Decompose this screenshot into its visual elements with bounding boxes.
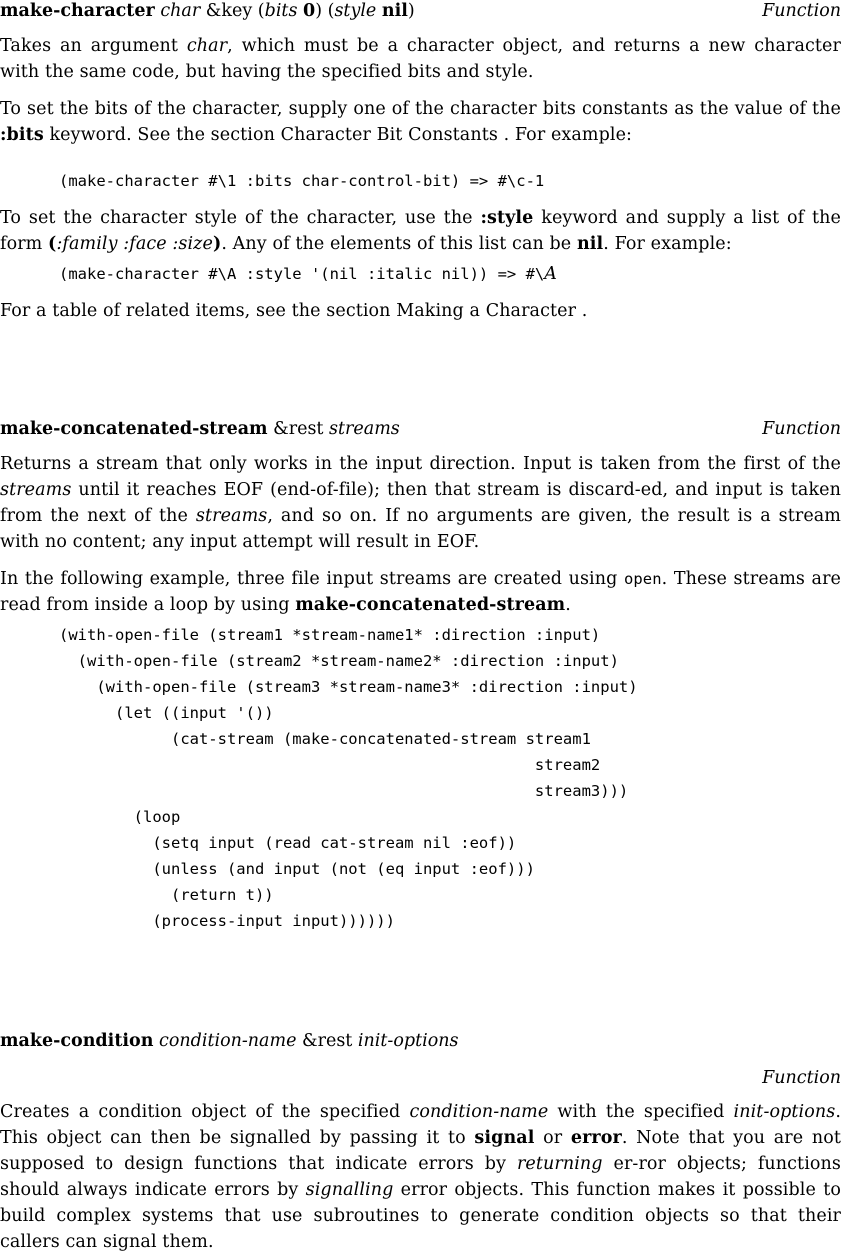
signature-make-character: make-character char &key (bits 0) (style nil) Function (0, 1, 841, 21)
function-name: make-character (0, 1, 155, 21)
entry-make-condition (0, 1030, 841, 1255)
default-bits: 0 (303, 1, 316, 21)
arg-init-options: init-options (357, 1031, 459, 1051)
code-example: (make-character #\A :style '(nil :italic nil)) => #\A (59, 264, 557, 284)
paragraph: Returns a stream that only works in the input direction. Input is taken from the first of the streams until it reaches EOF (end-of-file); then that stream is discard-ed, and input is taken from the next of the streams, and so on. If no arguments are given, the result is a stream with no content; any input attempt will result in EOF. (0, 454, 841, 552)
arg-style: style (334, 1, 377, 21)
default-style: nil (381, 1, 408, 21)
entry-kind: Function (762, 1068, 841, 1088)
paragraph: Creates a condition object of the specified condition-name with the specified init-options. This object can then be signalled by passing it to signal or error. Note that you are not supposed to design functions that indicate errors by returning er-ror objects; functions should always indicate errors by signalling error objects. This function makes it possible to build complex systems that use subroutines to generate condition objects so that their callers can signal them. (0, 1102, 841, 1252)
entry-make-character (0, 0, 841, 324)
paragraph: In the following example, three file input streams are created using open. These streams are read from inside a loop by using make-concatenated-stream. (0, 569, 841, 615)
code-example: (with-open-file (stream1 *stream-name1* :direction :input) (with-open-file (stream2 *stream-name2* :direction :input) (with-open-file (stream3 *stream-name3* :direction :input) (let ((input '()) (cat-stream (make-concatenated-stream stream1 stream2 stream3))) (loop (setq input (read cat-stream nil :eof)) (unless (and input (not (eq input :eof))) (return t)) (process-input input)))))) (59, 626, 638, 930)
paragraph: For a table of related items, see the section Making a Character . (0, 301, 588, 321)
entry-make-concatenated-stream (0, 418, 841, 934)
paragraph: Takes an argument char, which must be a character object, and returns a new character with the same code, but having the specified bits and style. (0, 36, 841, 82)
arg-char: char (160, 1, 201, 21)
rest-marker: &rest (273, 419, 324, 439)
function-name: make-condition (0, 1031, 154, 1051)
paragraph: To set the bits of the character, supply one of the character bits constants as the value of the :bits keyword. See the section Character Bit Constants . For example: (0, 99, 841, 145)
arg-condition-name: condition-name (159, 1031, 297, 1051)
key-marker: &key (205, 1, 253, 21)
signature-make-condition (0, 1030, 841, 1052)
function-name: make-concatenated-stream (0, 419, 268, 439)
paragraph: To set the character style of the character, use the :style keyword and supply a list of the form (:family :face :size). Any of the elements of this list can be nil. For example: (0, 208, 841, 254)
italic-result: A (544, 264, 557, 284)
entry-kind: Function (762, 1, 841, 21)
rest-marker: &rest (302, 1031, 353, 1051)
arg-bits: bits (264, 1, 298, 21)
signature-make-concatenated-stream (0, 418, 841, 440)
arg-streams: streams (329, 419, 400, 439)
entry-kind: Function (762, 419, 841, 439)
code-example: (make-character #\1 :bits char-control-bit) => #\c-1 (59, 172, 545, 190)
